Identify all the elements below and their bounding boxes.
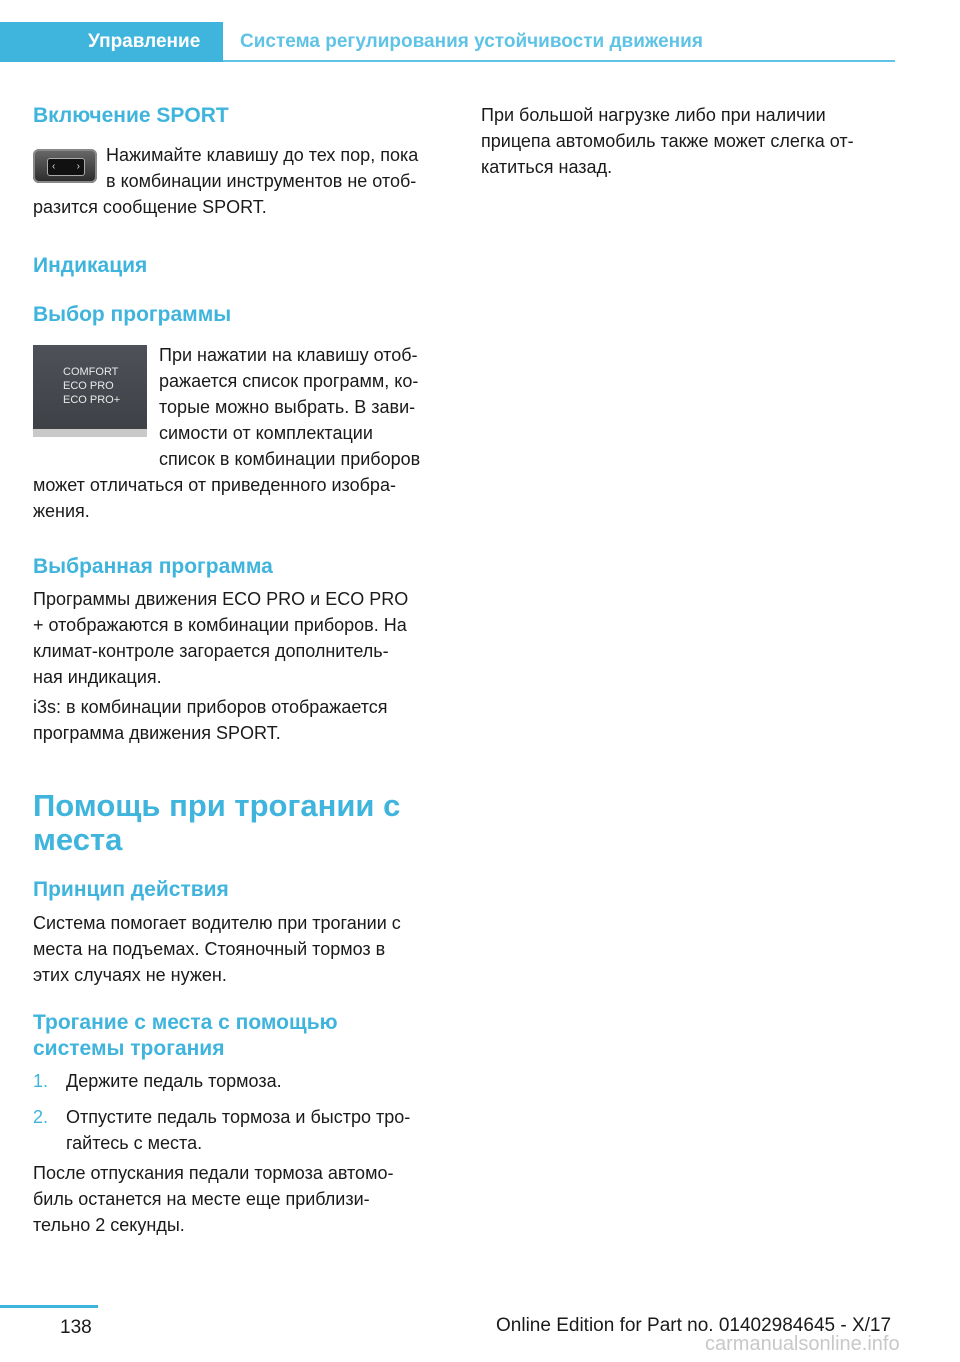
sport-button-icon xyxy=(33,149,97,183)
i3s-text-line: программа движения SPORT. xyxy=(33,723,281,743)
after-text-line: биль останется на месте еще приблизи‐ xyxy=(33,1189,370,1209)
list-item xyxy=(33,1068,447,1094)
program-text-line: список в комбинации приборов xyxy=(159,449,421,469)
i3s-text-line: i3s: в комбинации приборов отображается xyxy=(33,697,388,717)
load-text-line: катиться назад. xyxy=(481,157,613,177)
selected-text-line: + отображаются в комбинации приборов. На xyxy=(33,615,407,635)
program-list-screen-image xyxy=(33,345,147,437)
page-header xyxy=(0,22,895,62)
program-option: ECO PRO+ xyxy=(63,394,121,406)
step-text: гайтесь с места. xyxy=(66,1133,203,1153)
program-text-line: жения. xyxy=(33,501,90,521)
principle-heading: Принцип действия xyxy=(33,878,229,901)
selected-program-heading: Выбранная программа xyxy=(33,555,273,578)
section-title: Система регулирования устойчивости движения xyxy=(240,31,703,52)
selected-text-line: ная индикация. xyxy=(33,667,162,687)
sport-text-line: Нажимайте клавишу до тех пор, пока xyxy=(106,145,419,165)
selected-text-line: Программы движения ECO PRO и ECO PRO xyxy=(33,589,409,609)
start-assist-heading: места xyxy=(33,822,123,857)
program-text-line: При нажатии на клавишу отоб‐ xyxy=(159,345,418,365)
header-rule xyxy=(223,60,895,62)
list-item xyxy=(33,1104,447,1156)
start-off-heading: Трогание с места с помощью xyxy=(33,1011,338,1034)
principle-text-line: этих случаях не нужен. xyxy=(33,965,227,985)
watermark: carmanualsonline.info xyxy=(705,1333,900,1355)
step-number: 1. xyxy=(33,1071,49,1091)
program-text-line: может отличаться от приведенного изобра‐ xyxy=(33,475,396,495)
step-text: Отпустите педаль тормоза и быстро тро‐ xyxy=(66,1107,411,1127)
rocker-switch-icon: ‹ › xyxy=(47,158,85,176)
screen-frame xyxy=(33,429,147,437)
sport-text-line: в комбинации инструментов не отоб‐ xyxy=(106,171,417,191)
load-text-line: При большой нагрузке либо при наличии xyxy=(481,105,826,125)
program-text-line: симости от комплектации xyxy=(159,423,373,443)
edition-note: Online Edition for Part no. 01402984645 - X/17 xyxy=(496,1315,892,1336)
sport-heading: Включение SPORT xyxy=(33,104,229,127)
program-option: ECO PRO xyxy=(63,380,114,392)
program-text-line: ражается список программ, ко‐ xyxy=(159,371,419,391)
page-number: 138 xyxy=(60,1317,92,1338)
indication-heading: Индикация xyxy=(33,254,148,277)
start-assist-heading: Помощь при трогании с xyxy=(33,788,401,823)
steps-list xyxy=(33,1068,447,1156)
principle-text-line: места на подъемах. Стояночный тормоз в xyxy=(33,939,386,959)
step-text: Держите педаль тормоза. xyxy=(66,1071,282,1091)
selected-text-line: климат-контроле загорается дополнитель‐ xyxy=(33,641,389,661)
step-number: 2. xyxy=(33,1107,49,1127)
sport-text-line: разится сообщение SPORT. xyxy=(33,197,267,217)
program-option: COMFORT xyxy=(63,366,119,378)
after-text-line: После отпускания педали тормоза автомо‐ xyxy=(33,1163,394,1183)
start-off-heading: системы трогания xyxy=(33,1037,225,1060)
load-text-line: прицепа автомобиль также может слегка от‐ xyxy=(481,131,854,151)
program-choice-heading: Выбор программы xyxy=(33,303,232,326)
principle-text-line: Система помогает водителю при трогании с xyxy=(33,913,401,933)
after-text-line: тельно 2 секунды. xyxy=(33,1215,185,1235)
program-text-line: торые можно выбрать. В зави‐ xyxy=(159,397,416,417)
chapter-tab: Управление xyxy=(0,22,223,62)
footer-rule xyxy=(0,1305,98,1308)
